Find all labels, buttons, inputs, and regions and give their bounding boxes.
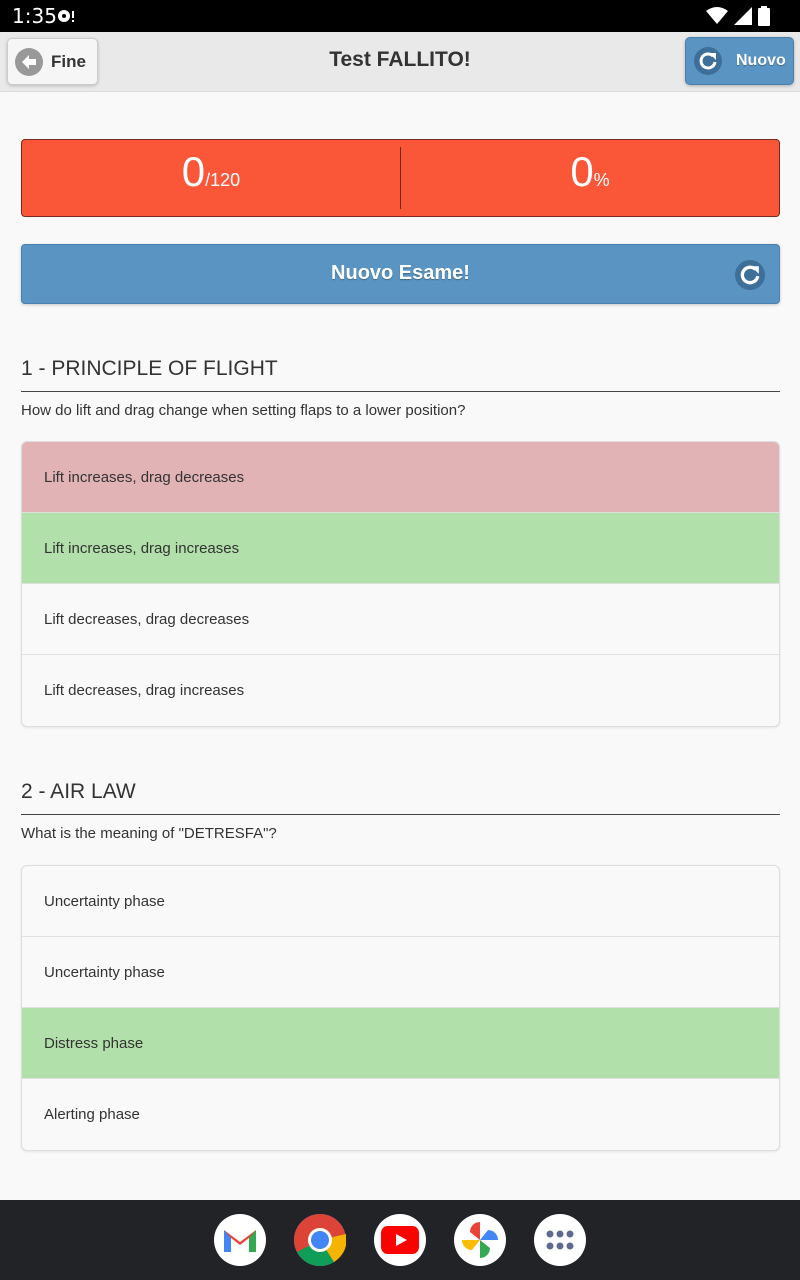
header-bar	[0, 32, 800, 92]
answer-option[interactable]: Alerting phase	[44, 1106, 140, 1123]
score-count	[22, 140, 400, 216]
battery-icon	[758, 6, 770, 31]
answer-option[interactable]: Lift decreases, drag decreases	[22, 584, 779, 655]
back-button[interactable]	[7, 38, 98, 85]
youtube-icon[interactable]	[374, 1214, 426, 1266]
photos-icon[interactable]	[454, 1214, 506, 1266]
new-exam-button[interactable]	[21, 244, 780, 304]
score-correct: 0	[181, 148, 206, 195]
new-button[interactable]	[685, 37, 794, 85]
answer-option[interactable]: Uncertainty phase	[22, 866, 779, 937]
new-exam-label: Nuovo Esame!	[331, 262, 470, 284]
gmail-icon[interactable]	[214, 1214, 266, 1266]
question-title: 2 - AIR LAW	[21, 780, 780, 815]
score-total: /120	[205, 170, 241, 190]
score-percent-value: 0	[570, 148, 594, 195]
signal-icon	[734, 7, 752, 30]
score-percentage	[401, 140, 779, 216]
arrow-left-icon	[15, 48, 43, 76]
question-text: How do lift and drag change when setting flaps to a lower position?	[21, 402, 466, 419]
wifi-icon	[706, 7, 728, 30]
refresh-icon	[735, 260, 765, 290]
app-dock	[0, 1200, 800, 1280]
chrome-icon[interactable]	[294, 1214, 346, 1266]
answer-list	[21, 865, 780, 1151]
question-text: What is the meaning of "DETRESFA"?	[21, 825, 277, 842]
notification-icon	[57, 8, 75, 29]
status-time: 1:35	[12, 4, 57, 28]
question-title: 1 - PRINCIPLE OF FLIGHT	[21, 357, 780, 392]
answer-list	[21, 441, 780, 727]
app-drawer-icon[interactable]	[534, 1214, 586, 1266]
page-title: Test FALLITO!	[329, 48, 471, 71]
refresh-icon	[694, 47, 722, 75]
answer-option-correct[interactable]: Distress phase	[22, 1008, 779, 1079]
answer-option-wrong[interactable]: Lift increases, drag decreases	[22, 442, 779, 513]
status-bar	[0, 0, 800, 32]
score-percent-sign: %	[593, 170, 610, 190]
back-button-label: Fine	[51, 51, 86, 71]
new-button-label: Nuovo	[736, 52, 786, 69]
answer-option[interactable]: Uncertainty phase	[22, 937, 779, 1008]
answer-option[interactable]: Lift decreases, drag increases	[44, 682, 245, 699]
score-panel	[21, 139, 780, 217]
answer-option-correct[interactable]: Lift increases, drag increases	[22, 513, 779, 584]
